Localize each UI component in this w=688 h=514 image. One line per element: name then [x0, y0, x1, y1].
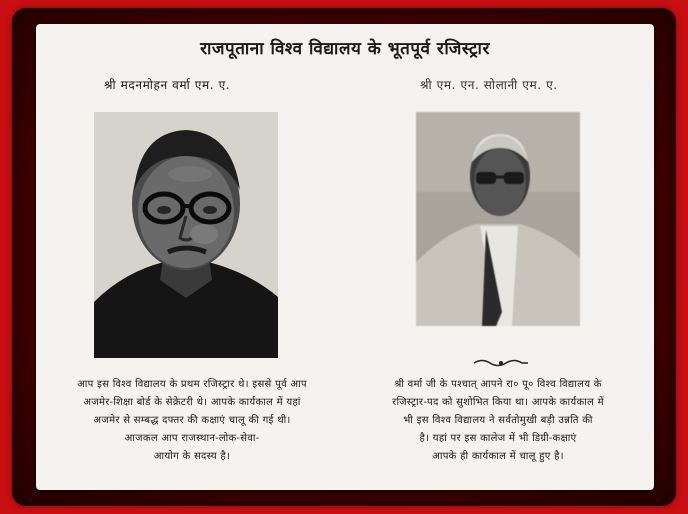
scanned-page: [36, 24, 654, 490]
right-bio-line: श्री वर्मा जी के पश्चात् आपने रा० पू० विश्व विद्यालय के: [394, 379, 602, 390]
left-biography-text: [42, 376, 342, 466]
left-bio-line: आप इस विश्व विद्यालय के प्रथम रजिस्ट्रार थे। इससे पूर्व आप: [77, 379, 307, 390]
left-bio-line: अजमेर से सम्बद्ध दफ्तर की कक्षाएं चालू की गई थी।: [93, 415, 291, 426]
right-bio-line: रजिस्ट्रार-पद को सुशोभित किया था। आपके कार्यकाल में: [392, 397, 604, 408]
right-portrait-photo: [416, 112, 580, 326]
right-portrait-image: [416, 112, 580, 326]
left-portrait-image: [94, 112, 278, 358]
right-biography-text: [348, 376, 648, 466]
right-bio-line: है। यहां पर इस कालेज में भी डिग्री-कक्षाएं: [419, 433, 577, 444]
left-portrait-photo: [94, 112, 278, 358]
right-bio-line: भी इस विश्व विद्यालय ने सर्वतोमुखी बड़ी उन्नति की: [403, 415, 593, 426]
page-title: राजपूताना विश्व विद्यालय के भूतपूर्व रजिस्ट्रार: [200, 39, 490, 59]
right-person-name: श्री एम. एन. सोलानी एम. ए.: [420, 78, 558, 92]
left-bio-line: आजकल आप राजस्थान-लोक-सेवा-: [124, 433, 260, 444]
left-bio-line: अजमेर-शिक्षा बोर्ड के सेक्रेटरी थे। आपके कार्यकाल में यहां: [83, 397, 301, 408]
right-bio-line: आपके ही कार्यकाल में चालू हुए है।: [432, 451, 564, 462]
left-bio-line: आयोग के सदस्य है।: [153, 451, 231, 462]
decorative-ornament: [472, 358, 530, 368]
left-person-name: श्री मदनमोहन वर्मा एम. ए.: [104, 78, 231, 92]
